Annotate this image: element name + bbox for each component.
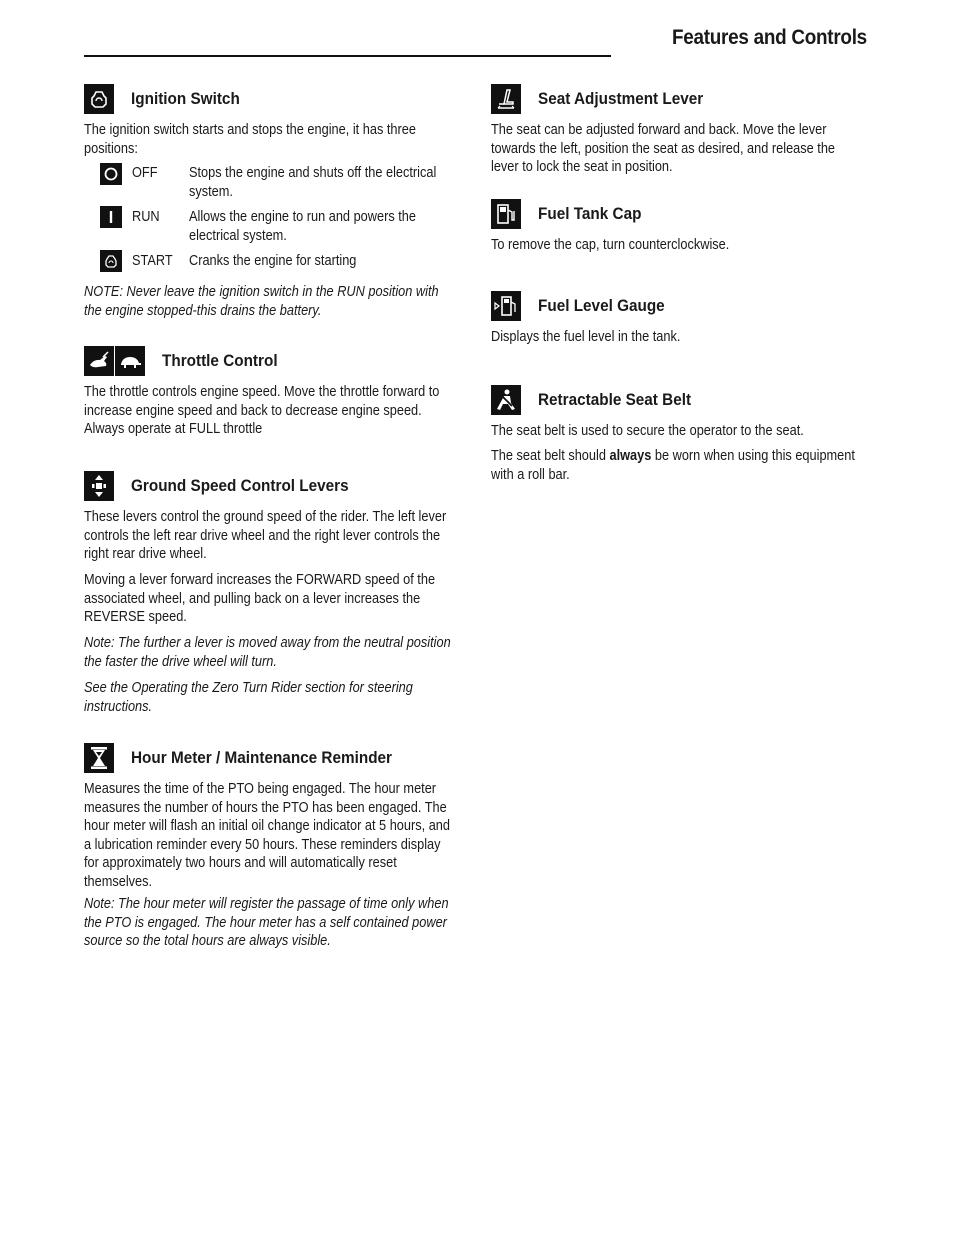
fuel-cap-title: Fuel Tank Cap: [538, 204, 642, 223]
ignition-run-desc: Allows the engine to run and powers the electrical system.: [189, 209, 416, 244]
hour-meter-note: Note: The hour meter will register the passage of time only when the PTO is engaged. The hour meter has a self contained power source so the total hours are always visible.: [84, 896, 449, 950]
ignition-intro: The ignition switch starts and stops the engine, it has three positions:: [84, 122, 416, 157]
fuel-cap-header: [491, 199, 653, 229]
fuel-pump-icon: [491, 199, 521, 229]
ignition-off-label: OFF: [132, 165, 158, 181]
hour-meter-title: Hour Meter / Maintenance Reminder: [131, 748, 393, 767]
ignition-note: NOTE: Never leave the ignition switch in the RUN position with the engine stopped-this drains the battery.: [84, 284, 439, 319]
ignition-switch-title: Ignition Switch: [131, 89, 240, 108]
throttle-control-header: [84, 346, 290, 376]
seat-belt-header: [491, 385, 708, 415]
rabbit-icon: [84, 346, 114, 376]
fuel-cap-body: To remove the cap, turn counterclockwise.: [491, 237, 730, 253]
engine-start-icon: [100, 250, 122, 272]
seat-belt-title: Retractable Seat Belt: [538, 390, 692, 409]
fuel-gauge-body: Displays the fuel level in the tank.: [491, 329, 681, 345]
fuel-gauge-title: Fuel Level Gauge: [538, 296, 665, 315]
turtle-icon: [115, 346, 145, 376]
ignition-switch-header: [84, 84, 252, 114]
header-rule: [84, 55, 611, 57]
ground-speed-p2: Moving a lever forward increases the FORWARD speed of the associated wheel, and pulling back on a lever increases the REVERSE speed.: [84, 572, 436, 626]
seat-belt-p2: [491, 447, 861, 484]
ground-speed-note1: Note: The further a lever is moved away from the neutral position the faster the drive wheel will turn.: [84, 635, 451, 670]
seat-belt-p2-emphasis: always: [609, 448, 652, 464]
run-bar-icon: [100, 206, 122, 228]
speed-lever-icon: [84, 471, 114, 501]
hour-meter-body: Measures the time of the PTO being engaged. The hour meter measures the number of hours the PTO has been engaged. The hour meter will flash an initial oil change indicator at 5 hours, and a lubrication reminder every 50 hours. These reminders display for approximately two hours and will automatically reset themselves.: [84, 781, 450, 890]
off-circle-icon: [100, 163, 122, 185]
fuel-gauge-header: [491, 291, 679, 321]
seat-adjust-header: [491, 84, 722, 114]
seat-adjust-title: Seat Adjustment Lever: [538, 89, 704, 108]
ignition-start-desc: Cranks the engine for starting: [189, 253, 357, 269]
ground-speed-p1: These levers control the ground speed of the rider. The left lever controls the left rear drive wheel and the right lever controls the right rear drive wheel.: [84, 509, 447, 563]
ignition-start-label: START: [132, 253, 173, 269]
seat-adjust-body: The seat can be adjusted forward and back. Move the lever towards the left, position the seat as desired, and release the lever to lock the seat in position.: [491, 122, 836, 176]
ground-speed-header: [84, 471, 373, 501]
seat-belt-p2-after: be worn when using this equipment with a roll bar.: [491, 448, 855, 483]
engine-icon: [84, 84, 114, 114]
fuel-gauge-icon: [491, 291, 521, 321]
throttle-control-title: Throttle Control: [162, 351, 278, 370]
ignition-run-label: RUN: [132, 209, 160, 225]
seat-adjust-icon: [491, 84, 521, 114]
ignition-off-desc: Stops the engine and shuts off the electrical system.: [189, 165, 437, 200]
page-title: Features and Controls: [672, 26, 867, 49]
hourglass-icon: [84, 743, 114, 773]
ground-speed-title: Ground Speed Control Levers: [131, 476, 349, 495]
seat-belt-icon: [491, 385, 521, 415]
seat-belt-p2-before: The seat belt should: [491, 448, 610, 464]
ground-speed-note2: See the Operating the Zero Turn Rider section for steering instructions.: [84, 680, 413, 715]
hour-meter-header: [84, 743, 421, 773]
throttle-body: The throttle controls engine speed. Move the throttle forward to increase engine speed and back to decrease engine speed. Always operate at FULL throttle: [84, 384, 440, 438]
seat-belt-p1: The seat belt is used to secure the operator to the seat.: [491, 423, 804, 439]
